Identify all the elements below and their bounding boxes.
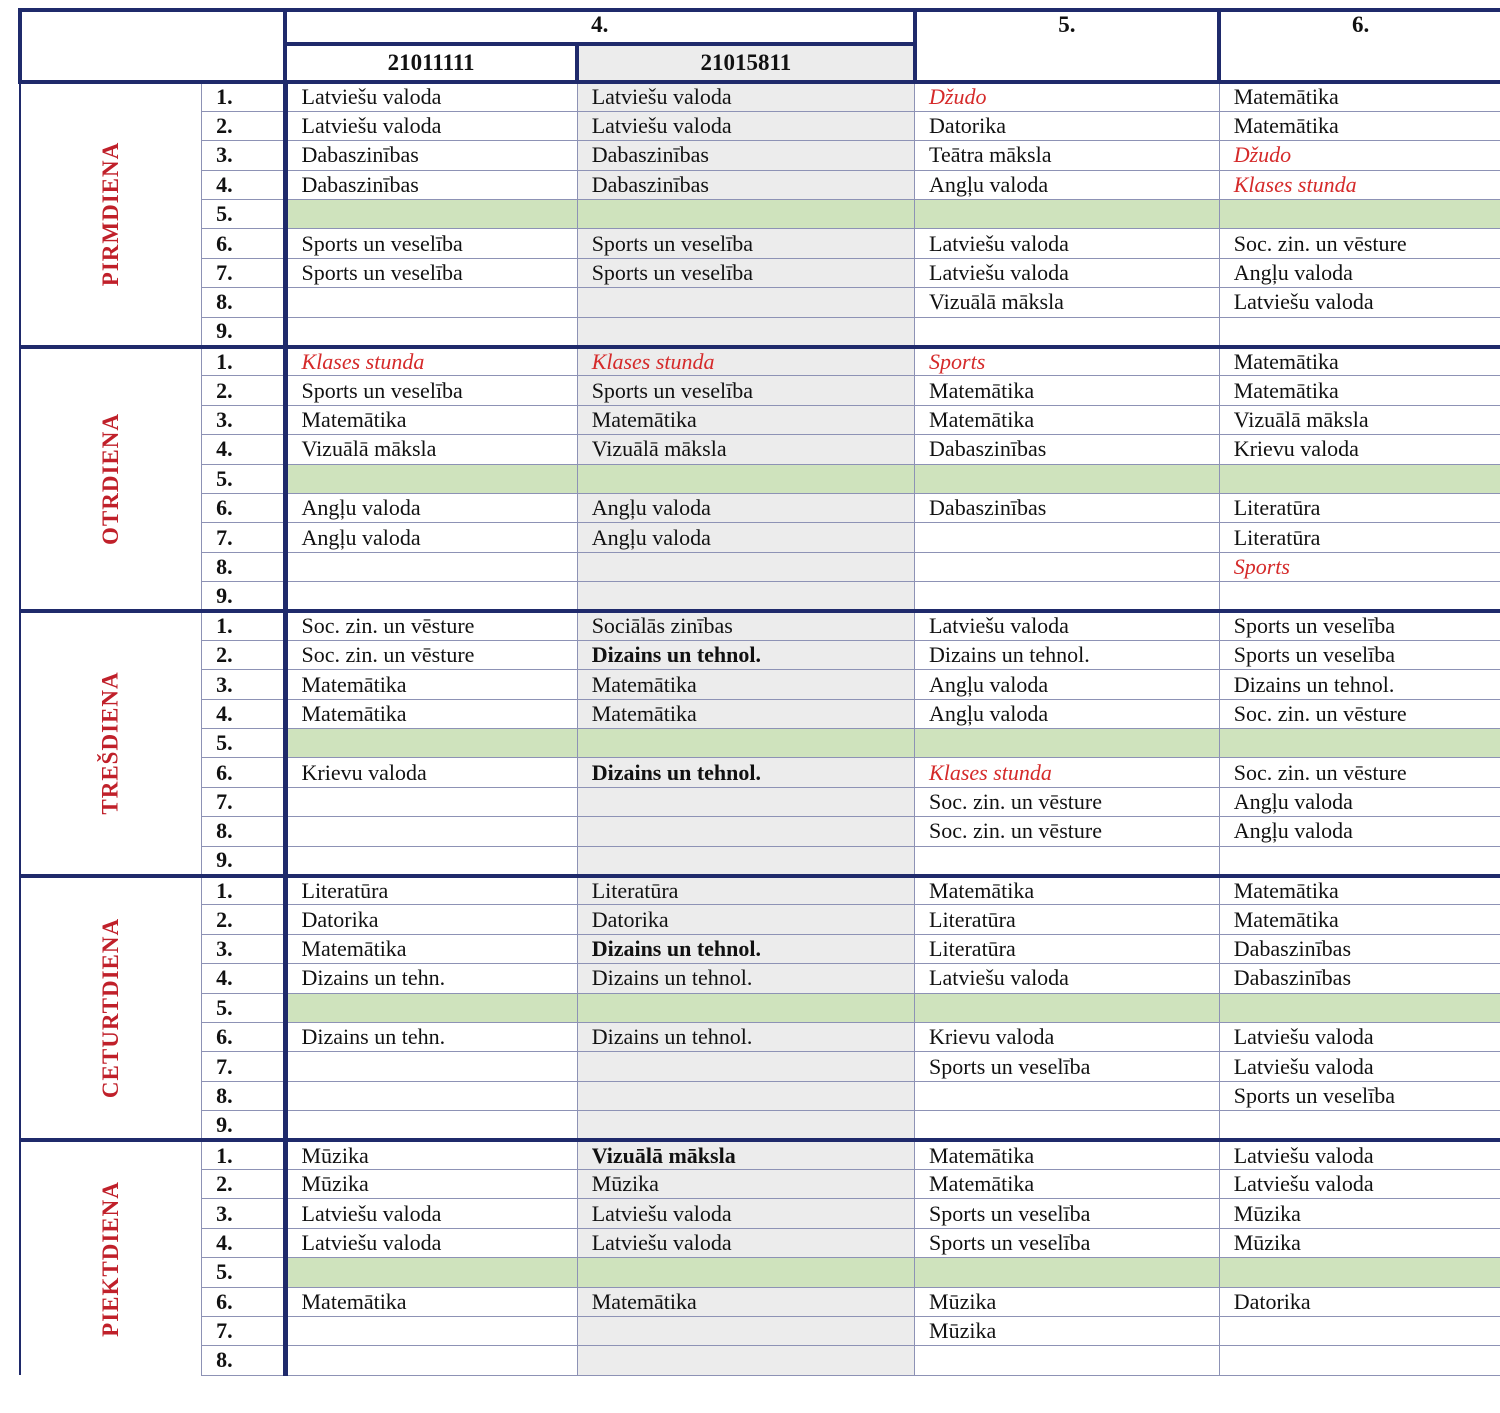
lesson-row — [20, 640, 1500, 669]
lesson-cell-grade6: Literatūra — [1219, 493, 1500, 522]
lesson-cell-grade5 — [915, 464, 1220, 493]
lesson-number: 8. — [202, 1346, 285, 1375]
lesson-number: 3. — [202, 670, 285, 699]
lesson-cell-grade4-group-b: Dizains un tehnol. — [577, 758, 914, 787]
lesson-cell-grade5 — [915, 1258, 1220, 1287]
lesson-number: 4. — [202, 170, 285, 199]
lesson-cell-grade5 — [915, 1346, 1220, 1375]
lesson-cell-grade6 — [1219, 846, 1500, 875]
lesson-cell-grade5 — [915, 552, 1220, 581]
lesson-cell-grade5: Dabaszinības — [915, 493, 1220, 522]
lesson-cell-grade4-group-b: Latviešu valoda — [577, 1228, 914, 1257]
timetable — [18, 8, 1500, 1376]
lesson-cell-grade4-group-a — [285, 552, 577, 581]
lesson-cell-grade4-group-a: Sports un veselība — [285, 229, 577, 258]
lesson-cell-grade4-group-a — [285, 1258, 577, 1287]
lesson-cell-grade5: Angļu valoda — [915, 670, 1220, 699]
lesson-cell-grade4-group-a: Angļu valoda — [285, 523, 577, 552]
lesson-cell-grade4-group-b: Sports un veselība — [577, 229, 914, 258]
lesson-cell-grade6: Latviešu valoda — [1219, 1023, 1500, 1052]
lesson-cell-grade4-group-a: Dabaszinības — [285, 141, 577, 170]
timetable-header — [20, 10, 1500, 82]
lesson-cell-grade4-group-b: Angļu valoda — [577, 493, 914, 522]
lesson-cell-grade6: Matemātika — [1219, 876, 1500, 905]
lesson-cell-grade6: Latviešu valoda — [1219, 1169, 1500, 1198]
lesson-cell-grade4-group-b: Dizains un tehnol. — [577, 1023, 914, 1052]
lesson-row — [20, 317, 1500, 346]
lesson-number: 5. — [202, 729, 285, 758]
lesson-row — [20, 258, 1500, 287]
day-label-cell — [20, 347, 202, 612]
lesson-cell-grade5: Latviešu valoda — [915, 258, 1220, 287]
lesson-cell-grade6: Latviešu valoda — [1219, 288, 1500, 317]
lesson-cell-grade4-group-b — [577, 1081, 914, 1110]
lesson-row — [20, 1346, 1500, 1375]
lesson-cell-grade4-group-a — [285, 288, 577, 317]
lesson-cell-grade4-group-a: Latviešu valoda — [285, 1228, 577, 1257]
lesson-cell-grade4-group-b: Matemātika — [577, 699, 914, 728]
lesson-row — [20, 1052, 1500, 1081]
day-name: PIEKTDIENA — [98, 1180, 124, 1337]
lesson-row — [20, 1228, 1500, 1257]
lesson-row — [20, 934, 1500, 963]
lesson-cell-grade4-group-b — [577, 464, 914, 493]
lesson-cell-grade6: Klases stunda — [1219, 170, 1500, 199]
lesson-cell-grade4-group-a: Matemātika — [285, 405, 577, 434]
lesson-cell-grade5 — [915, 582, 1220, 611]
lesson-cell-grade5: Matemātika — [915, 376, 1220, 405]
lesson-row — [20, 1140, 1500, 1169]
lesson-cell-grade4-group-a — [285, 846, 577, 875]
lesson-cell-grade4-group-b — [577, 729, 914, 758]
lesson-cell-grade4-group-b: Latviešu valoda — [577, 82, 914, 111]
lesson-row — [20, 670, 1500, 699]
lesson-cell-grade6 — [1219, 1316, 1500, 1345]
lesson-cell-grade5: Sports un veselība — [915, 1052, 1220, 1081]
lesson-number: 7. — [202, 1052, 285, 1081]
lesson-cell-grade5: Sports — [915, 347, 1220, 376]
lesson-number: 1. — [202, 1140, 285, 1169]
lesson-cell-grade4-group-b: Angļu valoda — [577, 523, 914, 552]
lesson-cell-grade6: Dabaszinības — [1219, 964, 1500, 993]
lesson-number: 4. — [202, 435, 285, 464]
lesson-row — [20, 1169, 1500, 1198]
lesson-number: 3. — [202, 934, 285, 963]
lesson-row — [20, 229, 1500, 258]
lesson-cell-grade5: Latviešu valoda — [915, 964, 1220, 993]
lesson-cell-grade4-group-b: Vizuālā māksla — [577, 435, 914, 464]
lesson-row — [20, 1199, 1500, 1228]
timetable-body — [20, 82, 1500, 1375]
lesson-cell-grade6: Matemātika — [1219, 82, 1500, 111]
lesson-cell-grade5: Sports un veselība — [915, 1228, 1220, 1257]
lesson-number: 1. — [202, 347, 285, 376]
lesson-cell-grade5: Teātra māksla — [915, 141, 1220, 170]
lesson-cell-grade5: Džudo — [915, 82, 1220, 111]
lesson-cell-grade4-group-b — [577, 993, 914, 1022]
lesson-cell-grade4-group-b: Vizuālā māksla — [577, 1140, 914, 1169]
lesson-cell-grade5: Krievu valoda — [915, 1023, 1220, 1052]
lesson-cell-grade5: Klases stunda — [915, 758, 1220, 787]
lesson-cell-grade6: Soc. zin. un vēsture — [1219, 229, 1500, 258]
lesson-cell-grade4-group-b — [577, 846, 914, 875]
lesson-cell-grade6: Matemātika — [1219, 905, 1500, 934]
lesson-cell-grade5: Matemātika — [915, 876, 1220, 905]
lesson-cell-grade5: Soc. zin. un vēsture — [915, 817, 1220, 846]
lesson-cell-grade4-group-a — [285, 1316, 577, 1345]
lesson-cell-grade4-group-a: Mūzika — [285, 1169, 577, 1198]
lesson-number: 7. — [202, 1316, 285, 1345]
lesson-cell-grade5: Mūzika — [915, 1287, 1220, 1316]
lesson-number: 9. — [202, 1111, 285, 1140]
day-label-cell — [20, 1140, 202, 1375]
lesson-cell-grade6: Sports un veselība — [1219, 1081, 1500, 1110]
lesson-row — [20, 729, 1500, 758]
lesson-number: 6. — [202, 758, 285, 787]
day-name: OTRDIENA — [98, 412, 124, 545]
lesson-cell-grade4-group-b — [577, 1111, 914, 1140]
lesson-cell-grade5 — [915, 729, 1220, 758]
lesson-number: 8. — [202, 817, 285, 846]
lesson-cell-grade6 — [1219, 1111, 1500, 1140]
lesson-number: 2. — [202, 905, 285, 934]
lesson-row — [20, 1111, 1500, 1140]
lesson-cell-grade6: Matemātika — [1219, 376, 1500, 405]
lesson-cell-grade5: Matemātika — [915, 1169, 1220, 1198]
lesson-cell-grade4-group-b — [577, 1316, 914, 1345]
lesson-number: 7. — [202, 258, 285, 287]
lesson-cell-grade5: Latviešu valoda — [915, 611, 1220, 640]
lesson-cell-grade4-group-a: Dizains un tehn. — [285, 964, 577, 993]
lesson-cell-grade4-group-b: Dizains un tehnol. — [577, 640, 914, 669]
lesson-cell-grade5: Literatūra — [915, 934, 1220, 963]
lesson-cell-grade4-group-a: Latviešu valoda — [285, 82, 577, 111]
lesson-row — [20, 376, 1500, 405]
lesson-cell-grade4-group-a: Dizains un tehn. — [285, 1023, 577, 1052]
lesson-cell-grade6: Vizuālā māksla — [1219, 405, 1500, 434]
lesson-cell-grade4-group-b — [577, 787, 914, 816]
lesson-cell-grade6: Sports un veselība — [1219, 611, 1500, 640]
lesson-cell-grade4-group-a — [285, 729, 577, 758]
lesson-cell-grade5 — [915, 1081, 1220, 1110]
lesson-cell-grade4-group-a — [285, 993, 577, 1022]
lesson-number: 1. — [202, 876, 285, 905]
lesson-cell-grade4-group-a — [285, 1346, 577, 1375]
lesson-row — [20, 1023, 1500, 1052]
lesson-cell-grade5: Dizains un tehnol. — [915, 640, 1220, 669]
lesson-number: 5. — [202, 464, 285, 493]
lesson-row — [20, 699, 1500, 728]
lesson-cell-grade5: Datorika — [915, 111, 1220, 140]
lesson-cell-grade6 — [1219, 1258, 1500, 1287]
lesson-cell-grade6: Matemātika — [1219, 111, 1500, 140]
lesson-cell-grade6: Soc. zin. un vēsture — [1219, 699, 1500, 728]
lesson-cell-grade4-group-b: Matemātika — [577, 670, 914, 699]
lesson-row — [20, 435, 1500, 464]
lesson-cell-grade4-group-b: Mūzika — [577, 1169, 914, 1198]
lesson-cell-grade4-group-a: Matemātika — [285, 670, 577, 699]
lesson-row — [20, 817, 1500, 846]
lesson-cell-grade4-group-b — [577, 1346, 914, 1375]
lesson-cell-grade4-group-b — [577, 1258, 914, 1287]
lesson-cell-grade4-group-b: Matemātika — [577, 405, 914, 434]
lesson-cell-grade4-group-a: Matemātika — [285, 1287, 577, 1316]
lesson-cell-grade6: Angļu valoda — [1219, 817, 1500, 846]
lesson-cell-grade4-group-a: Mūzika — [285, 1140, 577, 1169]
lesson-number: 3. — [202, 405, 285, 434]
lesson-cell-grade4-group-b — [577, 1052, 914, 1081]
lesson-row — [20, 1287, 1500, 1316]
lesson-number: 5. — [202, 1258, 285, 1287]
lesson-cell-grade4-group-a — [285, 787, 577, 816]
lesson-number: 1. — [202, 611, 285, 640]
lesson-cell-grade4-group-a: Matemātika — [285, 934, 577, 963]
lesson-cell-grade6: Datorika — [1219, 1287, 1500, 1316]
lesson-row — [20, 1081, 1500, 1110]
lesson-cell-grade4-group-b: Latviešu valoda — [577, 111, 914, 140]
lesson-cell-grade4-group-a: Krievu valoda — [285, 758, 577, 787]
lesson-cell-grade5: Mūzika — [915, 1316, 1220, 1345]
lesson-row — [20, 993, 1500, 1022]
lesson-row — [20, 82, 1500, 111]
lesson-number: 2. — [202, 376, 285, 405]
lesson-cell-grade4-group-a: Angļu valoda — [285, 493, 577, 522]
lesson-cell-grade6: Matemātika — [1219, 347, 1500, 376]
lesson-number: 6. — [202, 229, 285, 258]
lesson-cell-grade4-group-b: Latviešu valoda — [577, 1199, 914, 1228]
lesson-cell-grade6 — [1219, 317, 1500, 346]
lesson-cell-grade4-group-b — [577, 200, 914, 229]
lesson-row — [20, 170, 1500, 199]
grade-6-header: 6. — [1219, 10, 1500, 82]
day-label-cell — [20, 82, 202, 347]
lesson-row — [20, 964, 1500, 993]
lesson-cell-grade5: Literatūra — [915, 905, 1220, 934]
lesson-number: 3. — [202, 1199, 285, 1228]
lesson-cell-grade5: Angļu valoda — [915, 699, 1220, 728]
lesson-cell-grade4-group-a — [285, 817, 577, 846]
lesson-number: 6. — [202, 493, 285, 522]
lesson-number: 6. — [202, 1287, 285, 1316]
lesson-cell-grade4-group-b: Literatūra — [577, 876, 914, 905]
lesson-cell-grade6: Angļu valoda — [1219, 258, 1500, 287]
lesson-row — [20, 905, 1500, 934]
lesson-number: 7. — [202, 787, 285, 816]
lesson-cell-grade5: Matemātika — [915, 1140, 1220, 1169]
lesson-cell-grade4-group-b: Matemātika — [577, 1287, 914, 1316]
lesson-cell-grade4-group-a: Soc. zin. un vēsture — [285, 640, 577, 669]
header-corner — [20, 10, 285, 82]
lesson-row — [20, 464, 1500, 493]
lesson-cell-grade4-group-a — [285, 1081, 577, 1110]
lesson-cell-grade6: Džudo — [1219, 141, 1500, 170]
lesson-cell-grade4-group-a: Klases stunda — [285, 347, 577, 376]
lesson-number: 8. — [202, 288, 285, 317]
lesson-row — [20, 1316, 1500, 1345]
lesson-cell-grade6: Latviešu valoda — [1219, 1140, 1500, 1169]
lesson-row — [20, 493, 1500, 522]
lesson-cell-grade5: Matemātika — [915, 405, 1220, 434]
lesson-cell-grade6: Sports un veselība — [1219, 640, 1500, 669]
lesson-row — [20, 611, 1500, 640]
lesson-number: 8. — [202, 552, 285, 581]
lesson-cell-grade6 — [1219, 582, 1500, 611]
lesson-number: 4. — [202, 1228, 285, 1257]
lesson-cell-grade4-group-b: Dizains un tehnol. — [577, 934, 914, 963]
lesson-cell-grade4-group-b: Dizains un tehnol. — [577, 964, 914, 993]
lesson-cell-grade5 — [915, 523, 1220, 552]
lesson-cell-grade6: Literatūra — [1219, 523, 1500, 552]
day-name: TREŠDIENA — [98, 671, 124, 815]
lesson-cell-grade6: Soc. zin. un vēsture — [1219, 758, 1500, 787]
lesson-cell-grade6: Sports — [1219, 552, 1500, 581]
lesson-cell-grade4-group-a — [285, 582, 577, 611]
lesson-cell-grade6: Dabaszinības — [1219, 934, 1500, 963]
grade-4-header: 4. — [285, 10, 915, 44]
lesson-cell-grade5: Angļu valoda — [915, 170, 1220, 199]
lesson-cell-grade5 — [915, 993, 1220, 1022]
lesson-cell-grade6: Mūzika — [1219, 1199, 1500, 1228]
lesson-number: 6. — [202, 1023, 285, 1052]
lesson-cell-grade6 — [1219, 200, 1500, 229]
group-b-header: 21015811 — [577, 44, 914, 82]
lesson-cell-grade5: Sports un veselība — [915, 1199, 1220, 1228]
lesson-cell-grade4-group-b — [577, 582, 914, 611]
lesson-row — [20, 552, 1500, 581]
lesson-number: 9. — [202, 317, 285, 346]
lesson-cell-grade4-group-b: Dabaszinības — [577, 170, 914, 199]
lesson-row — [20, 787, 1500, 816]
lesson-cell-grade5: Latviešu valoda — [915, 229, 1220, 258]
lesson-number: 5. — [202, 993, 285, 1022]
lesson-row — [20, 405, 1500, 434]
lesson-cell-grade4-group-a: Latviešu valoda — [285, 1199, 577, 1228]
lesson-cell-grade4-group-a: Dabaszinības — [285, 170, 577, 199]
lesson-row — [20, 141, 1500, 170]
lesson-cell-grade6: Mūzika — [1219, 1228, 1500, 1257]
lesson-cell-grade4-group-a: Sports un veselība — [285, 258, 577, 287]
lesson-cell-grade4-group-a: Vizuālā māksla — [285, 435, 577, 464]
grade-5-header: 5. — [915, 10, 1220, 82]
lesson-cell-grade4-group-b: Sports un veselība — [577, 376, 914, 405]
lesson-number: 5. — [202, 200, 285, 229]
lesson-cell-grade4-group-b — [577, 552, 914, 581]
lesson-row — [20, 200, 1500, 229]
day-label-cell — [20, 876, 202, 1141]
lesson-cell-grade4-group-b — [577, 288, 914, 317]
lesson-cell-grade4-group-a — [285, 200, 577, 229]
lesson-cell-grade4-group-b — [577, 317, 914, 346]
lesson-cell-grade5: Vizuālā māksla — [915, 288, 1220, 317]
lesson-cell-grade4-group-a: Literatūra — [285, 876, 577, 905]
lesson-cell-grade4-group-b: Datorika — [577, 905, 914, 934]
lesson-cell-grade5: Soc. zin. un vēsture — [915, 787, 1220, 816]
lesson-row — [20, 876, 1500, 905]
lesson-number: 8. — [202, 1081, 285, 1110]
lesson-row — [20, 288, 1500, 317]
day-name: PIRMDIENA — [98, 142, 124, 287]
lesson-row — [20, 758, 1500, 787]
lesson-number: 9. — [202, 582, 285, 611]
lesson-cell-grade4-group-b: Sports un veselība — [577, 258, 914, 287]
lesson-row — [20, 347, 1500, 376]
group-a-header: 21011111 — [285, 44, 577, 82]
lesson-cell-grade4-group-a: Matemātika — [285, 699, 577, 728]
lesson-cell-grade4-group-a: Datorika — [285, 905, 577, 934]
lesson-cell-grade6 — [1219, 464, 1500, 493]
day-name: CETURTDIENA — [98, 917, 124, 1098]
lesson-number: 2. — [202, 111, 285, 140]
lesson-cell-grade6 — [1219, 729, 1500, 758]
lesson-cell-grade4-group-a — [285, 464, 577, 493]
lesson-cell-grade5: Dabaszinības — [915, 435, 1220, 464]
lesson-cell-grade6: Dizains un tehnol. — [1219, 670, 1500, 699]
lesson-number: 4. — [202, 699, 285, 728]
lesson-number: 3. — [202, 141, 285, 170]
lesson-cell-grade4-group-a: Sports un veselība — [285, 376, 577, 405]
lesson-cell-grade4-group-a: Soc. zin. un vēsture — [285, 611, 577, 640]
lesson-cell-grade6 — [1219, 1346, 1500, 1375]
lesson-cell-grade4-group-a: Latviešu valoda — [285, 111, 577, 140]
lesson-cell-grade4-group-a — [285, 1052, 577, 1081]
lesson-cell-grade6: Latviešu valoda — [1219, 1052, 1500, 1081]
lesson-cell-grade6 — [1219, 993, 1500, 1022]
lesson-number: 2. — [202, 1169, 285, 1198]
lesson-row — [20, 111, 1500, 140]
lesson-cell-grade4-group-a — [285, 317, 577, 346]
lesson-row — [20, 846, 1500, 875]
lesson-cell-grade4-group-b: Sociālās zinības — [577, 611, 914, 640]
lesson-row — [20, 582, 1500, 611]
lesson-number: 2. — [202, 640, 285, 669]
lesson-row — [20, 1258, 1500, 1287]
lesson-number: 4. — [202, 964, 285, 993]
lesson-cell-grade5 — [915, 317, 1220, 346]
lesson-number: 7. — [202, 523, 285, 552]
lesson-row — [20, 523, 1500, 552]
lesson-cell-grade4-group-b: Dabaszinības — [577, 141, 914, 170]
lesson-number: 1. — [202, 82, 285, 111]
lesson-cell-grade6: Angļu valoda — [1219, 787, 1500, 816]
lesson-cell-grade5 — [915, 200, 1220, 229]
lesson-cell-grade4-group-b: Klases stunda — [577, 347, 914, 376]
lesson-number: 9. — [202, 846, 285, 875]
lesson-cell-grade4-group-a — [285, 1111, 577, 1140]
lesson-cell-grade4-group-b — [577, 817, 914, 846]
lesson-cell-grade6: Krievu valoda — [1219, 435, 1500, 464]
lesson-cell-grade5 — [915, 846, 1220, 875]
day-label-cell — [20, 611, 202, 876]
lesson-cell-grade5 — [915, 1111, 1220, 1140]
